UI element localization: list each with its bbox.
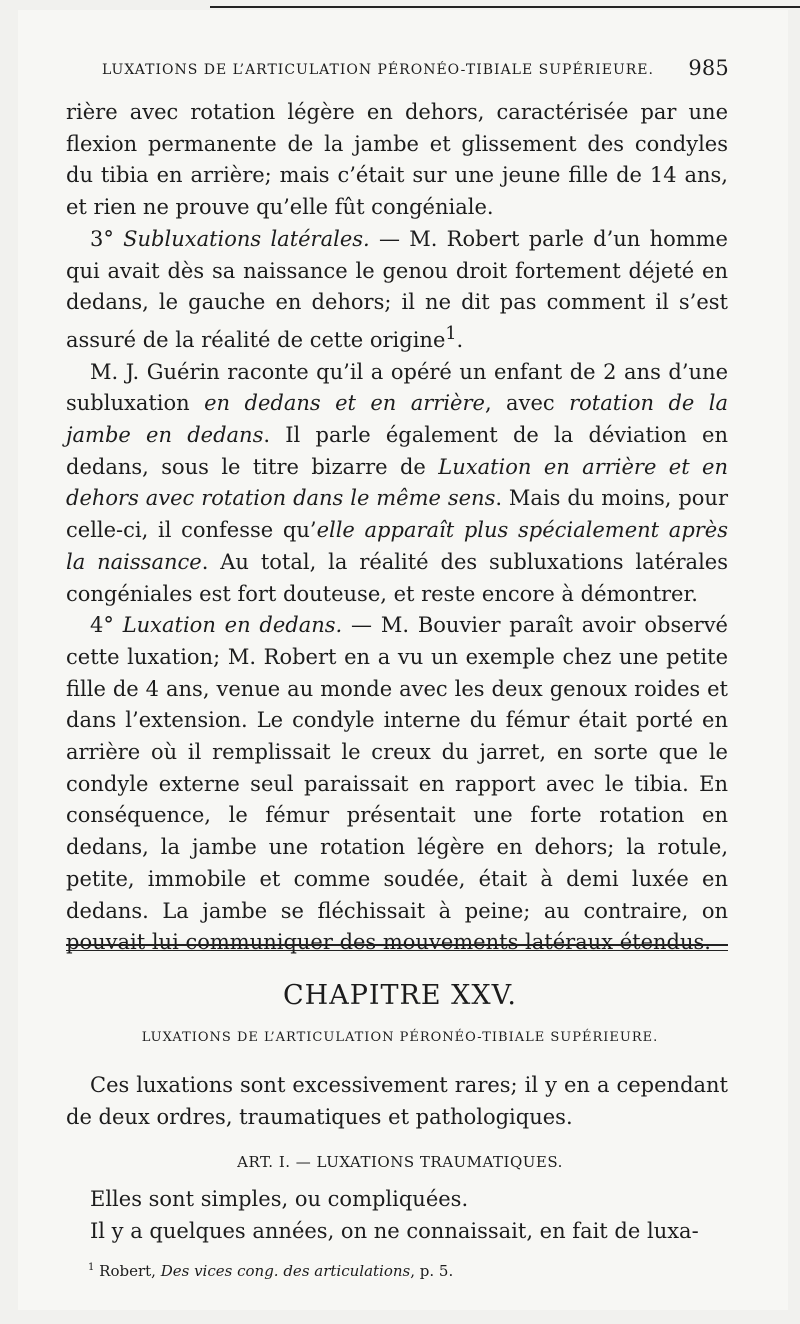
- running-head-title: LUXATIONS DE L’ARTICULATION PÉRONÉO-TIBIALE SUPÉRIEURE.: [102, 62, 654, 78]
- footnote-author: Robert,: [99, 1262, 156, 1280]
- article-paragraph-1: Elles sont simples, ou compliquées.: [90, 1187, 469, 1211]
- chapter-divider: [66, 944, 728, 951]
- footnote-title: Des vices cong. des articulations: [160, 1262, 411, 1280]
- paragraph-3-text-c: . Il parle également de la déviation en dedans, sous le titre bizarre de: [66, 423, 728, 479]
- chapter-subtitle: LUXATIONS DE L’ARTICULATION PÉRONÉO-TIBIALE SUPÉRIEURE.: [141, 1030, 659, 1045]
- footnote-number: 1: [88, 1262, 95, 1273]
- page-number: 985: [688, 56, 729, 80]
- section-number-3: 3°: [90, 226, 114, 251]
- article-paragraph-2: Il y a quelques années, on ne connaissait, en fait de luxa-: [90, 1219, 699, 1243]
- chapter-intro-paragraph: Ces luxations sont excessivement rares; il y en a cependant de deux ordres, traumatiques et pathologiques.: [66, 1073, 728, 1129]
- paragraph-3-em-2: rotation de la jambe en dedans: [66, 391, 728, 448]
- chapter-intro: [66, 1070, 728, 1133]
- section-number-4: 4°: [90, 613, 114, 638]
- section-heading-subluxations: Subluxations latérales.: [123, 226, 370, 251]
- paragraph-4: [66, 610, 728, 959]
- paragraph-2-text: — M. Robert parle d’un homme qui avait dès sa naissance le genou droit fortement déjeté en dedans, le gauche en dehors; il ne dit pas comment il s’est assuré de la réalité de cette origine: [66, 226, 728, 352]
- paragraph-3-em-1: en dedans et en arrière: [204, 391, 485, 416]
- main-text: [66, 97, 728, 959]
- paragraph-3-text-b: , avec: [484, 391, 555, 416]
- paragraph-2: [66, 224, 728, 357]
- running-head: [102, 56, 729, 80]
- paragraph-1: rière avec rotation légère en dehors, caractérisée par une flexion permanente de la jambe et glissement des condyles du tibia en arrière; mais c’était sur une jeune fille de 14 ans, et rien ne prouve qu’elle fût congéniale.: [66, 100, 728, 220]
- article-heading: ART. I. — LUXATIONS TRAUMATIQUES.: [237, 1153, 563, 1171]
- paragraph-3: [66, 357, 728, 611]
- paragraph-3-em-4: elle apparaît plus spécialement après la naissance: [66, 518, 729, 574]
- footnote: [88, 1262, 728, 1280]
- top-rule: [210, 6, 800, 8]
- paragraph-3-text-d: . Mais du moins, pour celle-ci, il confesse qu’: [66, 486, 728, 543]
- article-text: [66, 1183, 728, 1247]
- chapter-title: CHAPITRE XXV.: [283, 980, 517, 1011]
- paragraph-3-text-e: . Au total, la réalité des subluxations latérales congéniales est fort douteuse, et reste encore à démontrer.: [66, 549, 728, 606]
- paragraph-3-em-3: Luxation en arrière et en dehors avec rotation dans le même sens: [66, 454, 728, 511]
- paragraph-3-text-a: M. J. Guérin raconte qu’il a opéré un enfant de 2 ans d’une subluxation: [66, 359, 728, 416]
- footnote-ref: 1: [445, 323, 457, 344]
- footnote-page: , p. 5.: [410, 1262, 454, 1280]
- section-heading-luxation-dedans: Luxation en dedans.: [122, 613, 343, 638]
- paragraph-2-end: .: [456, 327, 464, 352]
- paragraph-4-text: — M. Bouvier paraît avoir observé cette luxation; M. Robert en a vu un exemple chez une petite fille de 4 ans, venue au monde avec les deux genoux roides et dans l’extension. Le condyle interne du fémur était porté en arrière où il remplissait le creux du jarret, en sorte que le condyle externe seul paraissait en rapport avec le tibia. En conséquence, le fémur présentait une forte rotation en dedans, la jambe une rotation légère en dehors; la rotule, petite, immobile et comme soudée, était à demi luxée en dedans. La jambe se fléchissait à peine; au contraire, on pouvait lui communiquer des mouvements latéraux étendus.: [66, 613, 728, 955]
